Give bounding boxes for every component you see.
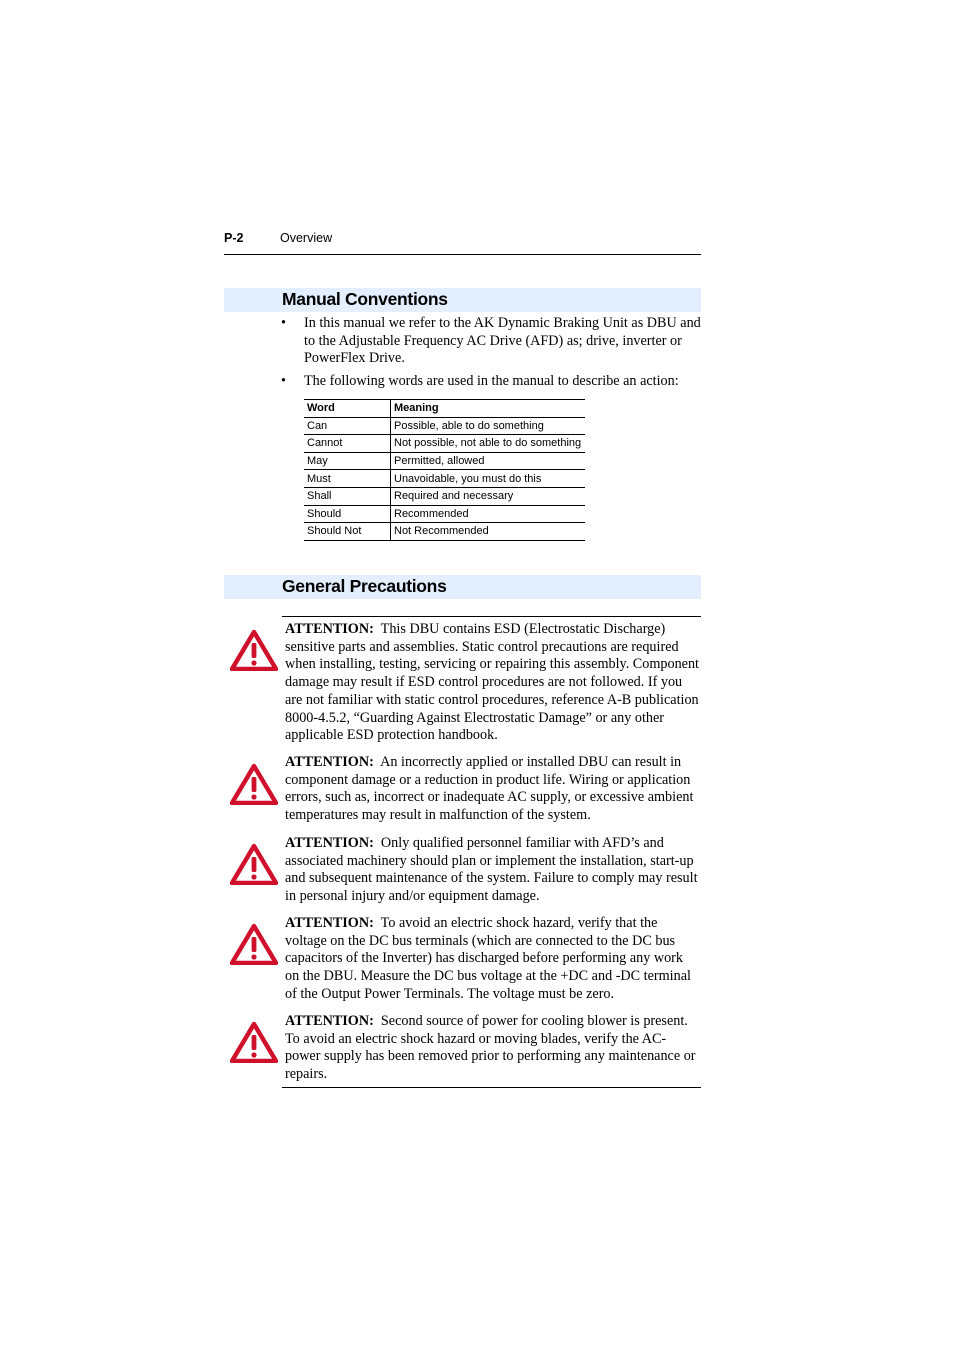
table-cell-word: Must <box>304 470 391 488</box>
warning-triangle-icon <box>230 763 278 805</box>
bullet-glyph: • <box>281 315 286 331</box>
warning-triangle-icon <box>230 1021 278 1063</box>
attention-notice <box>285 1013 699 1084</box>
bullet-item <box>281 315 701 368</box>
attention-label: ATTENTION: <box>285 915 374 931</box>
attention-label: ATTENTION: <box>285 754 374 770</box>
conventions-bullet-list <box>281 315 701 396</box>
table-cell-word: Cannot <box>304 435 391 453</box>
column-header-word: Word <box>304 400 391 418</box>
precautions-top-rule <box>282 616 701 617</box>
bullet-text: In this manual we refer to the AK Dynamic Braking Unit as DBU and to the Adjustable Frequency AC Drive (AFD) as; drive, inverter or PowerFlex Drive. <box>304 315 701 367</box>
table-row <box>304 487 585 505</box>
page-number: P-2 <box>224 231 244 245</box>
table-row <box>304 417 585 435</box>
table-cell-meaning: Not possible, not able to do something <box>391 435 586 453</box>
table-cell-word: Should Not <box>304 523 391 541</box>
table-cell-word: Can <box>304 417 391 435</box>
table-cell-word: May <box>304 452 391 470</box>
column-header-meaning: Meaning <box>391 400 586 418</box>
table-row <box>304 435 585 453</box>
attention-text: To avoid an electric shock hazard, verify that the voltage on the DC bus terminals (which are connected to the DC bus capacitors of the Inverter) has discharged before performing any work on the DBU. Measure the DC bus voltage at the +DC and -DC terminal of the Output Power Terminals. The voltage must be zero. <box>285 915 691 1002</box>
page-header <box>224 229 701 255</box>
attention-notice <box>285 754 699 825</box>
table-cell-meaning: Permitted, allowed <box>391 452 586 470</box>
table-cell-word: Shall <box>304 487 391 505</box>
table-row <box>304 470 585 488</box>
warning-triangle-icon <box>230 923 278 965</box>
precautions-bottom-rule <box>282 1087 701 1088</box>
table-cell-meaning: Required and necessary <box>391 487 586 505</box>
attention-notice <box>285 915 699 1004</box>
attention-text: Only qualified personnel familiar with AFD’s and associated machinery should plan or implement the installation, start-up and subsequent maintenance of the system. Failure to comply may result in personal injury and/or equipment damage. <box>285 835 698 905</box>
attention-text: An incorrectly applied or installed DBU can result in component damage or a reduction in product life. Wiring or application errors, such as, incorrect or inadequate AC supply, or excessive ambient temperatures may result in malfunction of the system. <box>285 754 694 824</box>
table-row <box>304 452 585 470</box>
table-header-row <box>304 400 585 418</box>
bullet-glyph: • <box>281 373 286 390</box>
bullet-item <box>281 373 701 391</box>
attention-notice <box>285 621 699 745</box>
table-cell-meaning: Unavoidable, you must do this <box>391 470 586 488</box>
table-cell-meaning: Recommended <box>391 505 586 523</box>
attention-text: Second source of power for cooling blower is present. To avoid an electric shock hazard or moving blades, verify the AC-power supply has been removed prior to performing any maintenance or repairs. <box>285 1013 696 1083</box>
running-section-title: Overview <box>280 231 333 245</box>
attention-label: ATTENTION: <box>285 621 374 637</box>
warning-triangle-icon <box>230 843 278 885</box>
attention-label: ATTENTION: <box>285 835 374 851</box>
attention-notice <box>285 835 699 906</box>
warning-triangle-icon <box>230 629 278 671</box>
table-row <box>304 505 585 523</box>
table-row <box>304 523 585 541</box>
table-cell-meaning: Possible, able to do something <box>391 417 586 435</box>
bullet-text: The following words are used in the manual to describe an action: <box>304 373 679 390</box>
section-title: Manual Conventions <box>282 289 448 309</box>
section-band-general-precautions <box>224 575 701 599</box>
attention-label: ATTENTION: <box>285 1013 374 1029</box>
section-band-manual-conventions <box>224 288 701 312</box>
attention-text: This DBU contains ESD (Electrostatic Discharge) sensitive parts and assemblies. Static control precautions are required when installing, testing, servicing or repairing this assembly. Component damage may result if ESD control procedures are not followed. If you are not familiar with static control procedures, reference A-B publication 8000-4.5.2, “Guarding Against Electrostatic Damage” or any other applicable ESD protection handbook. <box>285 621 699 744</box>
word-meaning-table <box>304 399 585 541</box>
table-cell-word: Should <box>304 505 391 523</box>
table-cell-meaning: Not Recommended <box>391 523 586 541</box>
section-title: General Precautions <box>282 576 447 596</box>
